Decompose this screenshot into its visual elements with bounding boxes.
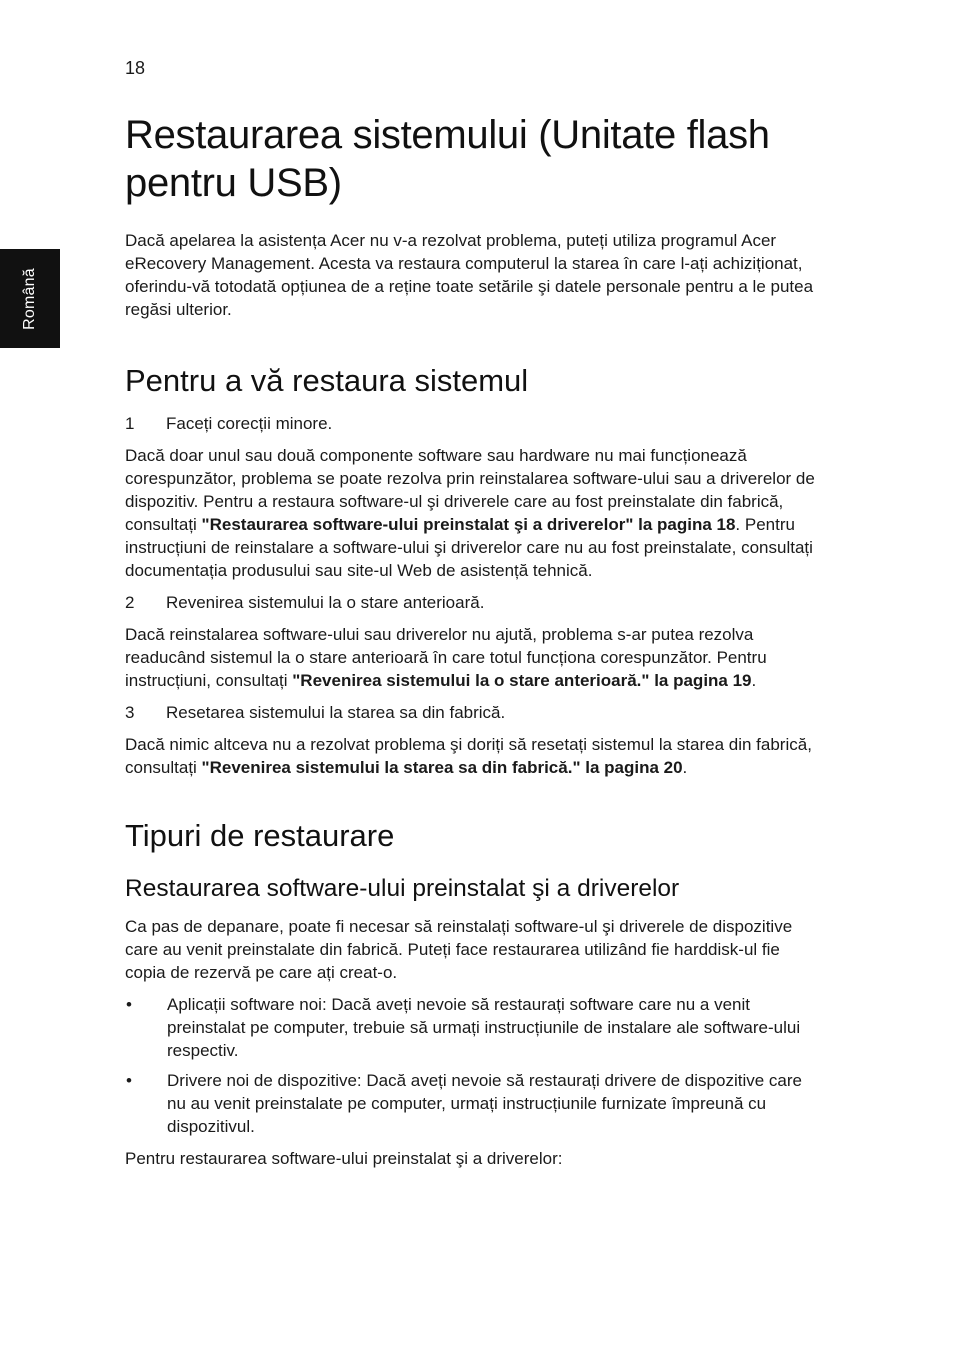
subsection-heading: Restaurarea software-ului preinstalat şi a driverelor xyxy=(125,875,680,902)
language-tab xyxy=(0,249,60,348)
section-heading-restore-types: Tipuri de restaurare xyxy=(125,818,395,853)
cross-reference: "Revenirea sistemului la o stare anterioară." la pagina 19 xyxy=(292,671,752,690)
bullet-icon: • xyxy=(126,1071,132,1090)
list-item xyxy=(125,993,815,1062)
cross-reference: "Restaurarea software-ului preinstalat şi a driverelor" la pagina 18 xyxy=(201,515,736,534)
step-1 xyxy=(125,412,815,435)
page-content xyxy=(125,111,815,1170)
step-number: 2 xyxy=(125,593,135,612)
step-number: 3 xyxy=(125,703,135,722)
step-3 xyxy=(125,701,815,724)
page-title: Restaurarea sistemului (Unitate flash pentru USB) xyxy=(125,113,770,205)
step-2 xyxy=(125,591,815,614)
step-label: Faceți corecții minore. xyxy=(166,414,333,433)
step-label: Revenirea sistemului la o stare anterioară. xyxy=(166,593,485,612)
subsection-paragraph: Ca pas de depanare, poate fi necesar să reinstalați software-ul şi driverele de dispozitive care au venit preinstalate din fabrică. Puteți face restaurarea utilizând fie harddisk-ul fie copia de rezervă pe care ați creat-o. xyxy=(125,917,793,982)
list-item xyxy=(125,1069,815,1138)
cross-reference: "Revenirea sistemului la starea sa din fabrică." la pagina 20 xyxy=(201,758,683,777)
bullet-icon: • xyxy=(126,995,132,1014)
step-description: Dacă doar unul sau două componente software sau hardware nu mai funcționează corespunzător, problema se poate rezolva prin reinstalarea software-ului sau a driverelor de dispozitiv. Pentru a restaura software-ul şi driverele care au fost preinstalate din fabrică, consultați "Restaurarea software-ului preinstalat şi a driverelor" la pagina 18. Pentru instrucțiuni de reinstalare a software-ului şi driverelor care nu au fost preinstalate, consultați documentația produsului sau site-ul Web de asistență tehnică. xyxy=(125,446,815,580)
intro-paragraph: Dacă apelarea la asistența Acer nu v-a rezolvat problema, puteți utiliza programul Acer eRecovery Management. Acesta va restaura computerul la starea în care l-ați achiziționat, oferindu-vă totodată opțiunea de a reține toate setările şi datele personale pentru a le putea regăsi ulterior. xyxy=(125,231,814,319)
language-tab-label: Română xyxy=(21,268,38,330)
list-item-text: Aplicații software noi: Dacă aveți nevoie să restaurați software care nu a venit preinstalat pe computer, trebuie să urmați instrucțiunile de instalare ale software-ului respectiv. xyxy=(167,995,801,1060)
step-number: 1 xyxy=(125,414,135,433)
list-item-text: Drivere noi de dispozitive: Dacă aveți nevoie să restaurați drivere de dispozitive care nu au venit preinstalate pe computer, urmați instrucțiunile furnizate împreună cu dispozitivul. xyxy=(167,1071,802,1136)
bullet-list xyxy=(125,993,815,1138)
page-number: 18 xyxy=(125,58,146,78)
step-label: Resetarea sistemului la starea sa din fabrică. xyxy=(166,703,506,722)
step-description: Dacă nimic altceva nu a rezolvat problema şi doriți să resetați sistemul la starea din fabrică, consultați "Revenirea sistemului la starea sa din fabrică." la pagina 20. xyxy=(125,735,812,777)
closing-paragraph: Pentru restaurarea software-ului preinstalat şi a driverelor: xyxy=(125,1149,563,1168)
step-description: Dacă reinstalarea software-ului sau driverelor nu ajută, problema s-ar putea rezolva readucând sistemul la o stare anterioară în care totul funcționa corespunzător. Pentru instrucțiuni, consultați "Revenirea sistemului la o stare anterioară." la pagina 19. xyxy=(125,625,767,690)
section-heading-restore: Pentru a vă restaura sistemul xyxy=(125,363,529,398)
